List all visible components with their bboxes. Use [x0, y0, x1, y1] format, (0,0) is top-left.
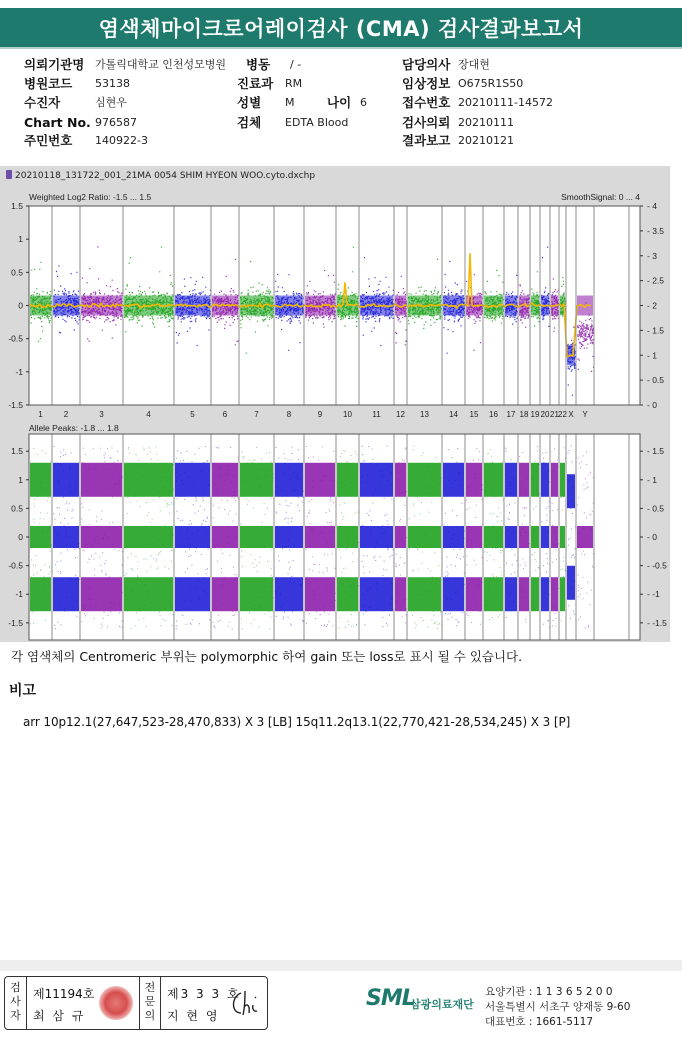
chromosome-label-8: 8: [286, 410, 292, 419]
chromosome-label-4: 4: [146, 410, 151, 419]
chromosome-5-allele-points: [175, 446, 210, 629]
centromere-note: 각 염색체의 Centromeric 부위는 polymorphic 하여 gain 또는 loss로 표시 될 수 있습니다.: [11, 649, 523, 664]
cma-plot: [0, 166, 670, 642]
log2-ratio-title: Weighted Log2 Ratio: -1.5 ... 1.5: [29, 192, 152, 202]
allele-ytick-label: -1: [15, 589, 23, 600]
allele-peak-points: [30, 446, 594, 630]
log2-ytick-label: 0: [18, 300, 23, 311]
chromosome-5-allele-band: [175, 577, 210, 611]
chromosome-label-13: 13: [420, 410, 429, 419]
examiner-label: [5, 977, 27, 1029]
chromosome-18-allele-band: [519, 463, 529, 497]
specimen-label: 검체: [237, 115, 262, 130]
specialist-label-text: 전문의: [144, 981, 156, 1022]
log2-ytick-label: 1.5: [11, 201, 23, 211]
report-date-value: 20210121: [458, 134, 514, 147]
log2-ytick-label: -1: [15, 366, 23, 377]
chromosome-6-allele-points: [212, 447, 239, 630]
chromosome-4-allele-band: [124, 526, 173, 548]
chromosome-label-11: 11: [372, 410, 381, 419]
chromosome-2-allele-band: [53, 577, 79, 611]
allele-ytick-label: -1.5: [8, 617, 23, 628]
sml-logo: [366, 986, 478, 1022]
allele-y2tick-label: - -0.5: [647, 560, 667, 571]
title-divider: [0, 47, 682, 49]
allele-ytick-label: 1: [18, 474, 23, 485]
request-date-label: 검사의뢰: [402, 115, 451, 130]
chromosome-22-allele-band: [560, 463, 565, 497]
smooth-ytick-label: - 2.5: [647, 275, 665, 286]
chromosome-label-9: 9: [317, 410, 323, 419]
chromosome-10-allele-points: [337, 450, 359, 629]
chromosome-6-allele-band: [212, 577, 238, 611]
allele-y2tick-label: - 0.5: [647, 503, 665, 514]
smooth-ytick-label: - 1.5: [647, 325, 665, 336]
chromosome-label-21: 21: [550, 410, 559, 419]
logo-mark: SML: [366, 986, 415, 1011]
chromosome-21-allele-band: [551, 526, 558, 548]
allele-ytick-label: 0: [18, 532, 23, 542]
examiner-name: 최 삼 규: [33, 1009, 86, 1023]
allele-y2tick-label: - -1: [647, 589, 660, 600]
chromosome-4-allele-band: [124, 463, 173, 497]
doctor-label: 담당의사: [402, 57, 451, 72]
chromosome-label-7: 7: [254, 410, 259, 419]
chromosome-7-allele-band: [240, 526, 273, 548]
ward-value: / -: [290, 58, 302, 71]
chromosome-label-15: 15: [469, 410, 479, 419]
log2-ytick-label: 0.5: [11, 267, 23, 278]
chromosome-20-allele-band: [541, 463, 549, 497]
institution-phone: 대표번호 : 1661-5117: [485, 1016, 594, 1028]
chromosome-X-allele-band: [567, 566, 575, 600]
specialist-label: [139, 977, 161, 1029]
chromosome-3-allele-points: [81, 448, 123, 629]
chromosome-3-allele-band: [81, 526, 122, 548]
chromosome-12-allele-band: [395, 577, 406, 611]
chromosome-17-allele-band: [505, 526, 517, 548]
report-title: 염색체마이크로어레이검사 (CMA) 검사결과보고서: [0, 8, 682, 47]
clinical-info-label: 임상정보: [402, 76, 451, 91]
chromosome-21-allele-band: [551, 577, 558, 611]
chromosome-19-allele-band: [531, 577, 539, 611]
chromosome-21-allele-points: [551, 448, 559, 626]
patient-info-grid: [0, 55, 682, 150]
chromosome-2-allele-band: [53, 463, 79, 497]
department-value: RM: [285, 77, 303, 90]
chart-filename: 20210118_131722_001_21MA 0054 SHIM HYEON WOO.cyto.dxchp: [15, 171, 316, 181]
institution-footer: [485, 985, 630, 1030]
chromosome-18-allele-band: [519, 577, 529, 611]
chromosome-12-allele-band: [395, 463, 406, 497]
chromosome-16-allele-points: [484, 449, 503, 620]
chromosome-11-allele-band: [360, 463, 393, 497]
chromosome-label-17: 17: [506, 410, 516, 419]
chromosome-15-allele-band: [466, 463, 482, 497]
log2-ytick-label: 1: [18, 234, 23, 245]
chromosome-20-allele-band: [541, 577, 549, 611]
chromosome-15-allele-band: [466, 526, 482, 548]
chromosome-label-20: 20: [540, 410, 550, 419]
receipt-no-label: 접수번호: [402, 95, 451, 110]
allele-peaks-title: Allele Peaks: -1.8 ... 1.8: [29, 423, 119, 433]
log2-ytick-label: -1.5: [8, 400, 23, 410]
smooth-ytick-label: - 3.5: [647, 225, 665, 236]
ward-label: 병동: [246, 57, 271, 72]
chromosome-14-allele-band: [443, 526, 464, 548]
chromosome-22-allele-points: [560, 447, 566, 621]
chromosome-4-allele-points: [124, 446, 174, 629]
chromosome-8-allele-points: [275, 447, 304, 626]
smooth-ytick-label: - 2: [647, 300, 657, 311]
cma-chart-panel: [0, 166, 670, 642]
handwritten-signature-icon: [227, 983, 267, 1023]
smooth-ytick-label: - 3: [647, 250, 657, 261]
chromosome-7-allele-points: [240, 447, 274, 630]
chromosome-14-allele-band: [443, 577, 464, 611]
chromosome-13-allele-band: [408, 526, 441, 548]
chromosome-9-allele-band: [305, 577, 335, 611]
institution-label: 의뢰기관명: [24, 57, 85, 72]
chromosome-10-allele-band: [337, 577, 358, 611]
examiner-label-text: 검사자: [10, 981, 21, 1022]
chromosome-9-allele-band: [305, 526, 335, 548]
footer-divider: [0, 960, 682, 971]
chromosome-label-1: 1: [38, 410, 43, 419]
chromosome-label-3: 3: [99, 410, 104, 419]
chromosome-11-allele-band: [360, 526, 393, 548]
remark-text: arr 10p12.1(27,647,523-28,470,833) X 3 [LB] 15q11.2q13.1(22,770,421-28,534,245) X 3 [P]: [23, 715, 571, 729]
chromosome-5-allele-band: [175, 526, 210, 548]
resident-no-value: 140922-3: [95, 134, 148, 147]
chromosome-11-allele-points: [360, 446, 394, 628]
chromosome-13-allele-band: [408, 463, 441, 497]
hospital-code-label: 병원코드: [24, 76, 73, 91]
chromosome-21-allele-band: [551, 463, 558, 497]
chromosome-label-Y: Y: [582, 410, 588, 419]
chromosome-16-allele-band: [484, 577, 503, 611]
allele-ytick-label: 0.5: [11, 503, 23, 514]
chromosome-label-X: X: [568, 410, 574, 419]
doctor-value: 장대현: [458, 58, 490, 71]
chromosome-label-19: 19: [530, 410, 540, 419]
smooth-ytick-label: - 1: [647, 350, 657, 361]
resident-no-label: 주민번호: [24, 133, 73, 148]
clinical-info-value: O675R1S50: [458, 77, 524, 90]
institution-address: 서울특별시 서초구 양재동 9-60: [485, 1001, 631, 1013]
receipt-no-value: 20210111-14572: [458, 96, 553, 109]
patient-label: 수진자: [24, 95, 61, 110]
specimen-value: EDTA Blood: [285, 116, 349, 129]
specialist-license-no: 제3 3 3 호: [167, 987, 241, 1001]
chromosome-20-allele-points: [541, 452, 550, 628]
chromosome-13-allele-band: [408, 577, 441, 611]
patient-value: 심현우: [95, 96, 127, 109]
chart-no-value: 976587: [95, 116, 137, 129]
chromosome-label-18: 18: [519, 410, 529, 419]
chromosome-label-5: 5: [190, 410, 195, 419]
chromosome-2-allele-band: [53, 526, 79, 548]
chromosome-label-22: 22: [558, 410, 567, 419]
chromosome-label-14: 14: [449, 410, 458, 419]
chromosome-2-allele-points: [53, 446, 80, 629]
chromosome-18-allele-band: [519, 526, 529, 548]
chromosome-16-allele-band: [484, 463, 503, 497]
chart-file-title: [6, 170, 315, 181]
sex-label: 성별: [237, 95, 262, 110]
log2-ytick-label: -0.5: [8, 333, 23, 344]
chromosome-7-allele-band: [240, 463, 273, 497]
chromosome-1-allele-band: [30, 463, 51, 497]
official-seal-icon: [99, 986, 133, 1020]
chromosome-label-12: 12: [396, 410, 405, 419]
chromosome-15-allele-band: [466, 577, 482, 611]
request-date-value: 20210111: [458, 116, 514, 129]
allele-ytick-label: 1.5: [11, 446, 23, 457]
allele-ytick-label: -0.5: [8, 560, 23, 571]
chromosome-14-allele-band: [443, 463, 464, 497]
chromosome-10-allele-band: [337, 463, 358, 497]
sex-value: M: [285, 96, 295, 109]
hospital-code-value: 53138: [95, 77, 130, 90]
chromosome-label-10: 10: [343, 410, 352, 419]
examiner-license-no: 제11194호: [33, 987, 95, 1001]
department-label: 진료과: [237, 76, 274, 91]
chromosome-22-allele-band: [560, 526, 565, 548]
chromosome-4-allele-band: [124, 577, 173, 611]
chromosome-19-allele-points: [531, 446, 540, 611]
logo-name: 삼광의료재단: [410, 998, 474, 1011]
chromosome-12-allele-points: [395, 448, 407, 624]
chromosome-16-allele-band: [484, 526, 503, 548]
institution-value: 가톨릭대학교 인천성모병원: [95, 58, 227, 71]
institution-code: 요양기관 : 1 1 3 6 5 2 0 0: [485, 986, 613, 998]
chromosome-18-allele-points: [519, 452, 530, 623]
chromosome-14-allele-points: [443, 448, 465, 626]
smooth-ytick-label: - 0: [647, 400, 657, 410]
smooth-ytick-label: - 4: [647, 201, 657, 211]
signature-box: [4, 976, 268, 1030]
specialist-name: 지 현 영: [167, 1009, 220, 1023]
chromosome-5-allele-band: [175, 463, 210, 497]
chromosome-8-allele-band: [275, 577, 303, 611]
allele-y2tick-label: - -1.5: [647, 617, 667, 628]
chromosome-8-allele-band: [275, 526, 303, 548]
age-label: 나이: [327, 95, 352, 110]
report-date-label: 결과보고: [402, 133, 451, 148]
chromosome-label-6: 6: [222, 410, 228, 419]
chromosome-1-allele-band: [30, 577, 51, 611]
allele-y2tick-label: - 0: [647, 532, 657, 542]
chromosome-17-allele-points: [505, 448, 517, 618]
chromosome-label-16: 16: [489, 410, 498, 419]
chromosome-1-allele-points: [30, 448, 52, 624]
remark-title: 비고: [9, 683, 37, 699]
smooth-signal-title: SmoothSignal: 0 ... 4: [561, 192, 640, 202]
file-icon: [6, 170, 12, 179]
chromosome-label-2: 2: [63, 410, 69, 419]
chromosome-9-allele-points: [305, 446, 336, 627]
age-value: 6: [360, 96, 367, 109]
chromosome-17-allele-band: [505, 463, 517, 497]
chromosome-13-allele-points: [408, 446, 442, 629]
chromosome-3-allele-band: [81, 463, 122, 497]
chart-no-label: Chart No.: [24, 115, 91, 130]
chromosome-20-allele-band: [541, 526, 549, 548]
chromosome-7-allele-band: [240, 577, 273, 611]
chromosome-12-allele-band: [395, 526, 406, 548]
allele-y2tick-label: - 1: [647, 474, 657, 485]
allele-y2tick-label: - 1.5: [647, 446, 665, 457]
chromosome-Y-allele-band: [577, 526, 593, 548]
smooth-ytick-label: - 0.5: [647, 375, 665, 386]
chromosome-15-allele-points: [466, 448, 483, 625]
chromosome-3-allele-band: [81, 577, 122, 611]
